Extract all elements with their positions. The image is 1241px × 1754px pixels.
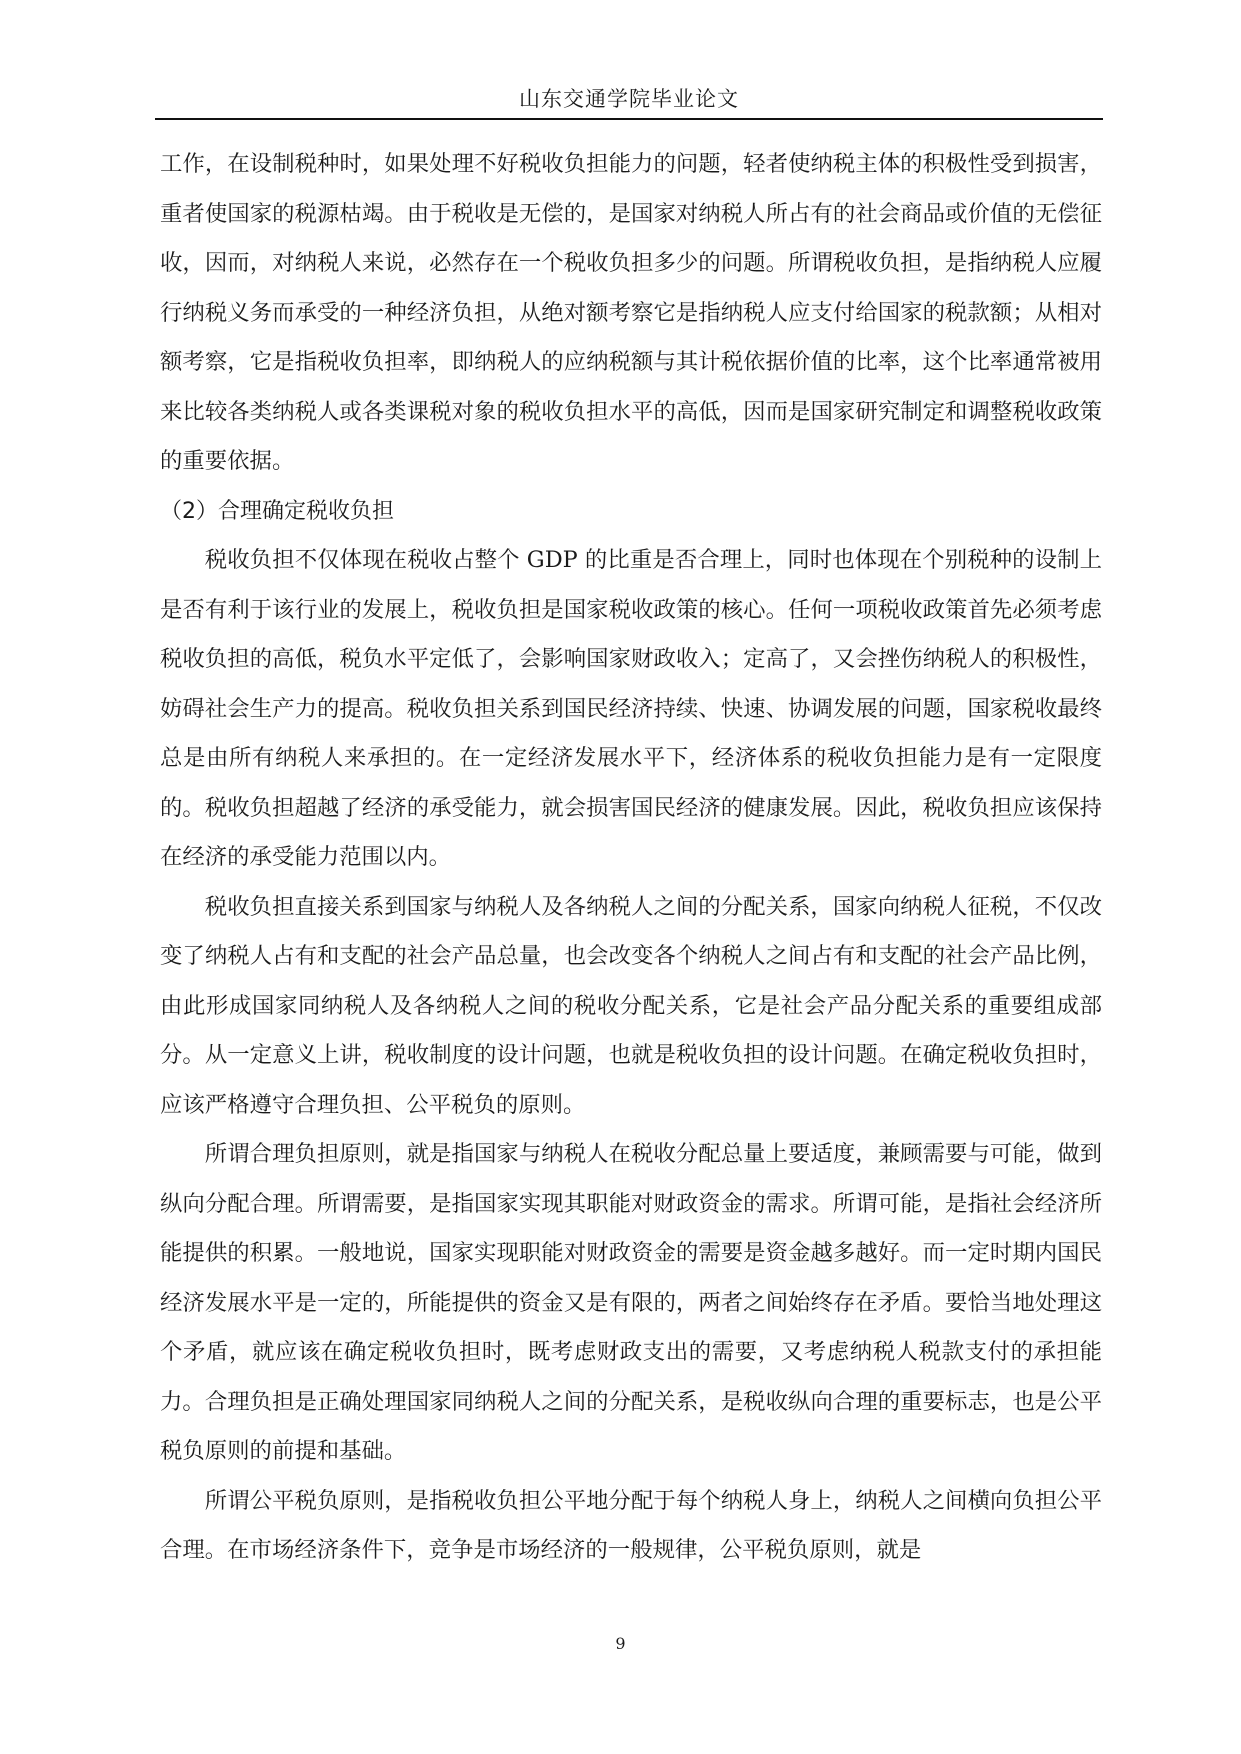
body-paragraph: 税收负担直接关系到国家与纳税人及各纳税人之间的分配关系，国家向纳税人征税，不仅改变了纳税人占有和支配的社会产品总量，也会改变各个纳税人之间占有和支配的社会产品比例，由此形成国家同纳税人及各纳税人之间的税收分配关系，它是社会产品分配关系的重要组成部分。从一定意义上讲，税收制度的设计问题，也就是税收负担的设计问题。在确定税收负担时，应该严格遵守合理负担、公平税负的原则。 (160, 893, 1102, 1118)
section-heading: （2）合理确定税收负担 (160, 498, 394, 524)
body-paragraph: 所谓公平税负原则，是指税收负担公平地分配于每个纳税人身上，纳税人之间横向负担公平合理。在市场经济条件下，竞争是市场经济的一般规律，公平税负原则，就是 (160, 1487, 1102, 1563)
page-number: 9 (615, 1634, 626, 1653)
header-divider (155, 118, 1103, 120)
document-body (160, 140, 1102, 1576)
body-paragraph: 所谓合理负担原则，就是指国家与纳税人在税收分配总量上要适度，兼顾需要与可能，做到纵向分配合理。所谓需要，是指国家实现其职能对财政资金的需求。所谓可能，是指社会经济所能提供的积累。一般地说，国家实现职能对财政资金的需要是资金越多越好。而一定时期内国民经济发展水平是一定的，所能提供的资金又是有限的，两者之间始终存在矛盾。要恰当地处理这个矛盾，就应该在确定税收负担时，既考虑财政支出的需要，又考虑纳税人税款支付的承担能力。合理负担是正确处理国家同纳税人之间的分配关系，是税收纵向合理的重要标志，也是公平税负原则的前提和基础。 (160, 1141, 1102, 1464)
body-paragraph: 税收负担不仅体现在税收占整个 GDP 的比重是否合理上，同时也体现在个别税种的设制上是否有利于该行业的发展上，税收负担是国家税收政策的核心。任何一项税收政策首先必须考虑税收负担的高低，税负水平定低了，会影响国家财政收入；定高了，又会挫伤纳税人的积极性，妨碍社会生产力的提高。税收负担关系到国民经济持续、快速、协调发展的问题，国家税收最终总是由所有纳税人来承担的。在一定经济发展水平下，经济体系的税收负担能力是有一定限度的。税收负担超越了经济的承受能力，就会损害国民经济的健康发展。因此，税收负担应该保持在经济的承受能力范围以内。 (160, 547, 1102, 870)
page-header-title: 山东交通学院毕业论文 (519, 87, 739, 111)
body-paragraph: 工作，在设制税种时，如果处理不好税收负担能力的问题，轻者使纳税主体的积极性受到损害，重者使国家的税源枯竭。由于税收是无偿的，是国家对纳税人所占有的社会商品或价值的无偿征收，因而，对纳税人来说，必然存在一个税收负担多少的问题。所谓税收负担，是指纳税人应履行纳税义务而承受的一种经济负担，从绝对额考察它是指纳税人应支付给国家的税款额；从相对额考察，它是指税收负担率，即纳税人的应纳税额与其计税依据价值的比率，这个比率通常被用来比较各类纳税人或各类课税对象的税收负担水平的高低，因而是国家研究制定和调整税收政策的重要依据。 (160, 151, 1102, 474)
